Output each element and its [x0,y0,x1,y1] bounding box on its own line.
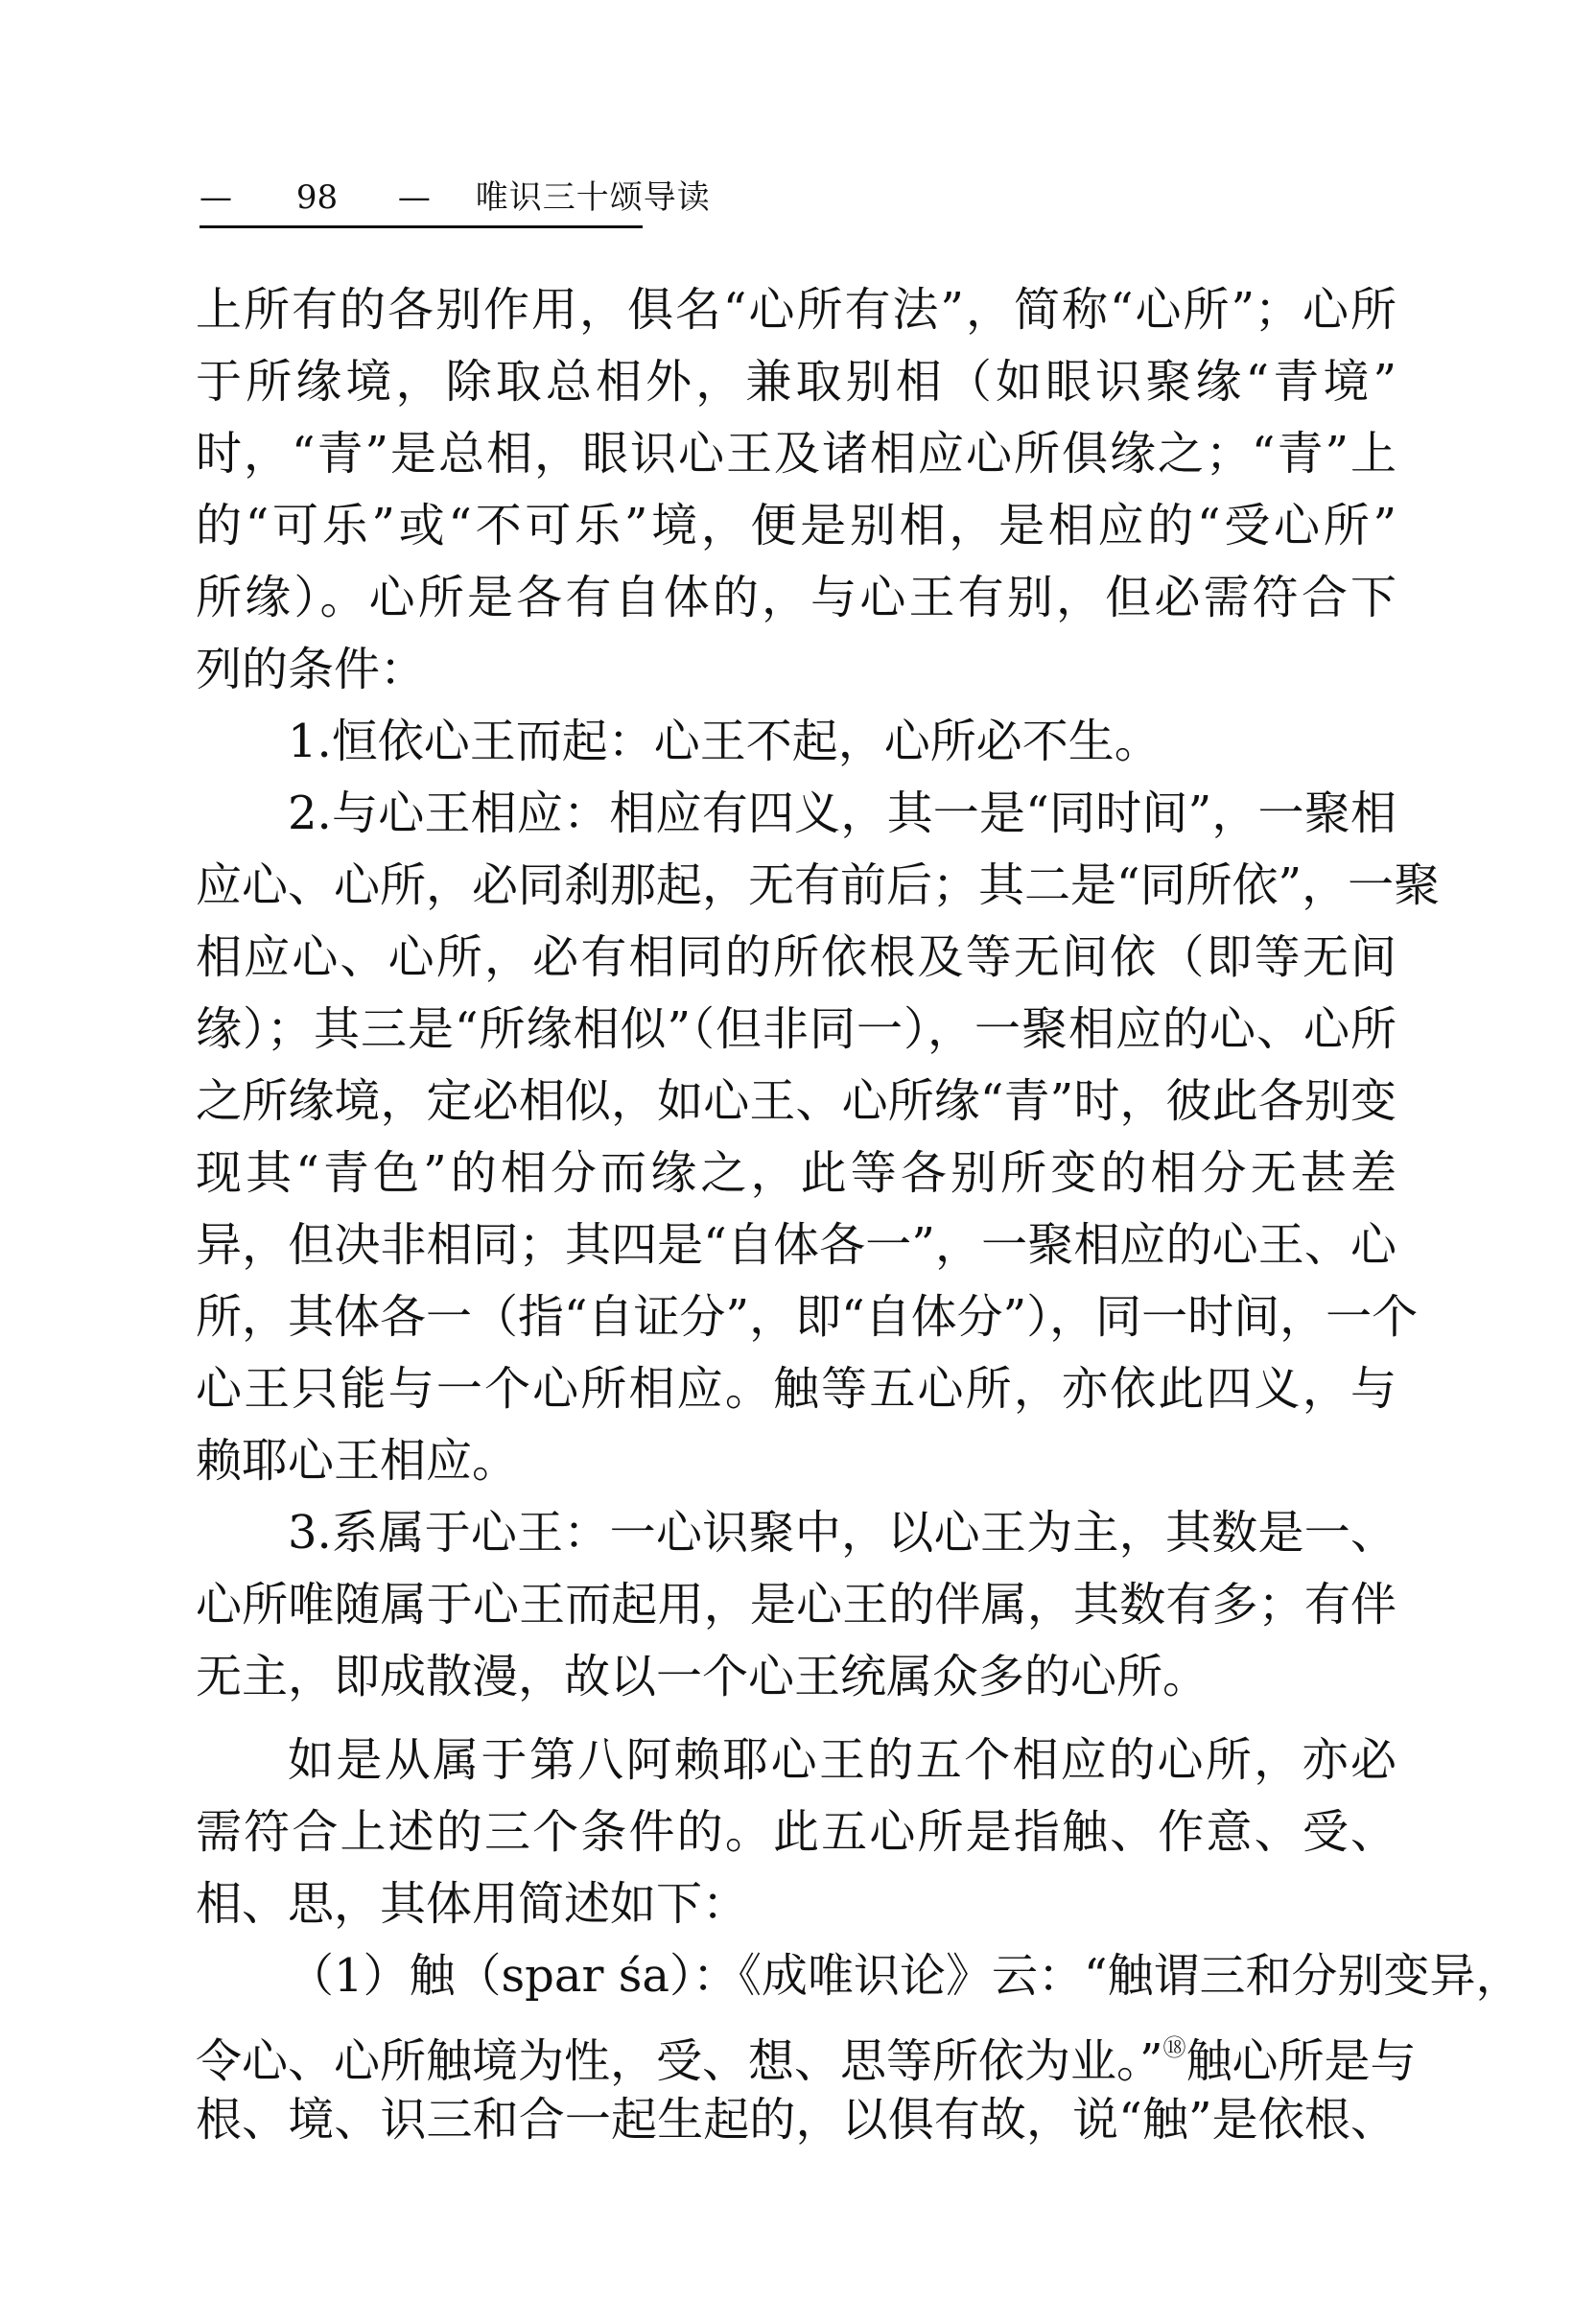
text-line: 缘）；其三是“所缘相似”（但非同一），一聚相应的心、心所 [196,1002,1396,1056]
text-line: 需符合上述的三个条件的。此五心所是指触、作意、受、 [196,1805,1396,1859]
footnote-marker: ⑱ [1162,2034,1186,2061]
text-segment: 令心、心所触境为性，受、想、思等所依为业。” [196,2034,1163,2088]
page-number: 98 [295,178,339,217]
text-line: 赖耶心王相应。 [196,1434,519,1488]
text-line-with-footnote [196,2012,1417,2088]
text-line: 心王只能与一个心所相应。触等五心所，亦依此四义，与 [196,1362,1396,1416]
text-line: 于所缘境，除取总相外，兼取别相（如眼识聚缘“青境” [196,355,1396,409]
text-line: 之所缘境，定必相似，如心王、心所缘“青”时，彼此各别变 [196,1074,1396,1128]
list-item-touch: （1）触（spar śa）：《成唯识论》云：“触谓三和分别变异， [288,1949,1522,2003]
text-line: 的“可乐”或“不可乐”境，便是别相，是相应的“受心所” [196,499,1396,552]
list-item-condition-1: 1.恒依心王而起：心王不起，心所必不生。 [288,715,1161,768]
text-line: 所，其体各一（指“自证分”，即“自体分”），同一时间，一个 [196,1290,1419,1344]
text-line: 上所有的各别作用，俱名“心所有法”，简称“心所”；心所 [196,283,1396,337]
book-title: 唯识三十颂导读 [475,178,711,217]
text-line: 时，“青”是总相，眼识心王及诸相应心所俱缘之；“青”上 [196,427,1396,481]
header-rule [200,225,643,228]
text-line: 相应心、心所，必有相同的所依根及等无间依（即等无间 [196,930,1396,984]
text-segment: 触心所是与 [1185,2034,1417,2088]
header-dash-left: — [200,178,232,217]
text-line: 相、思，其体用简述如下： [196,1877,749,1931]
header-dash-right: — [397,178,431,217]
paragraph-five-mental-factors: 如是从属于第八阿赖耶心王的五个相应的心所，亦必 [288,1733,1396,1787]
text-line: 应心、心所，必同刹那起，无有前后；其二是“同所依”，一聚 [196,858,1441,912]
text-line: 根、境、识三和合一起生起的，以俱有故，说“触”是依根、 [196,2093,1396,2147]
text-line: 列的条件： [196,643,427,696]
text-line: 现其“青色”的相分而缘之，此等各别所变的相分无甚差 [196,1146,1396,1200]
text-line: 异，但决非相同；其四是“自体各一”，一聚相应的心王、心 [196,1218,1396,1272]
text-line: 所缘）。心所是各有自体的，与心王有别，但必需符合下 [196,571,1396,624]
list-item-condition-3: 3.系属于心王：一心识聚中，以心王为主，其数是一、 [288,1506,1396,1560]
text-line: 心所唯随属于心王而起用，是心王的伴属，其数有多；有伴 [196,1578,1396,1632]
running-header [200,175,711,221]
text-line: 无主，即成散漫，故以一个心王统属众多的心所。 [196,1650,1209,1703]
body-text [196,274,1522,2156]
list-item-condition-2: 2.与心王相应：相应有四义，其一是“同时间”，一聚相 [288,787,1396,840]
